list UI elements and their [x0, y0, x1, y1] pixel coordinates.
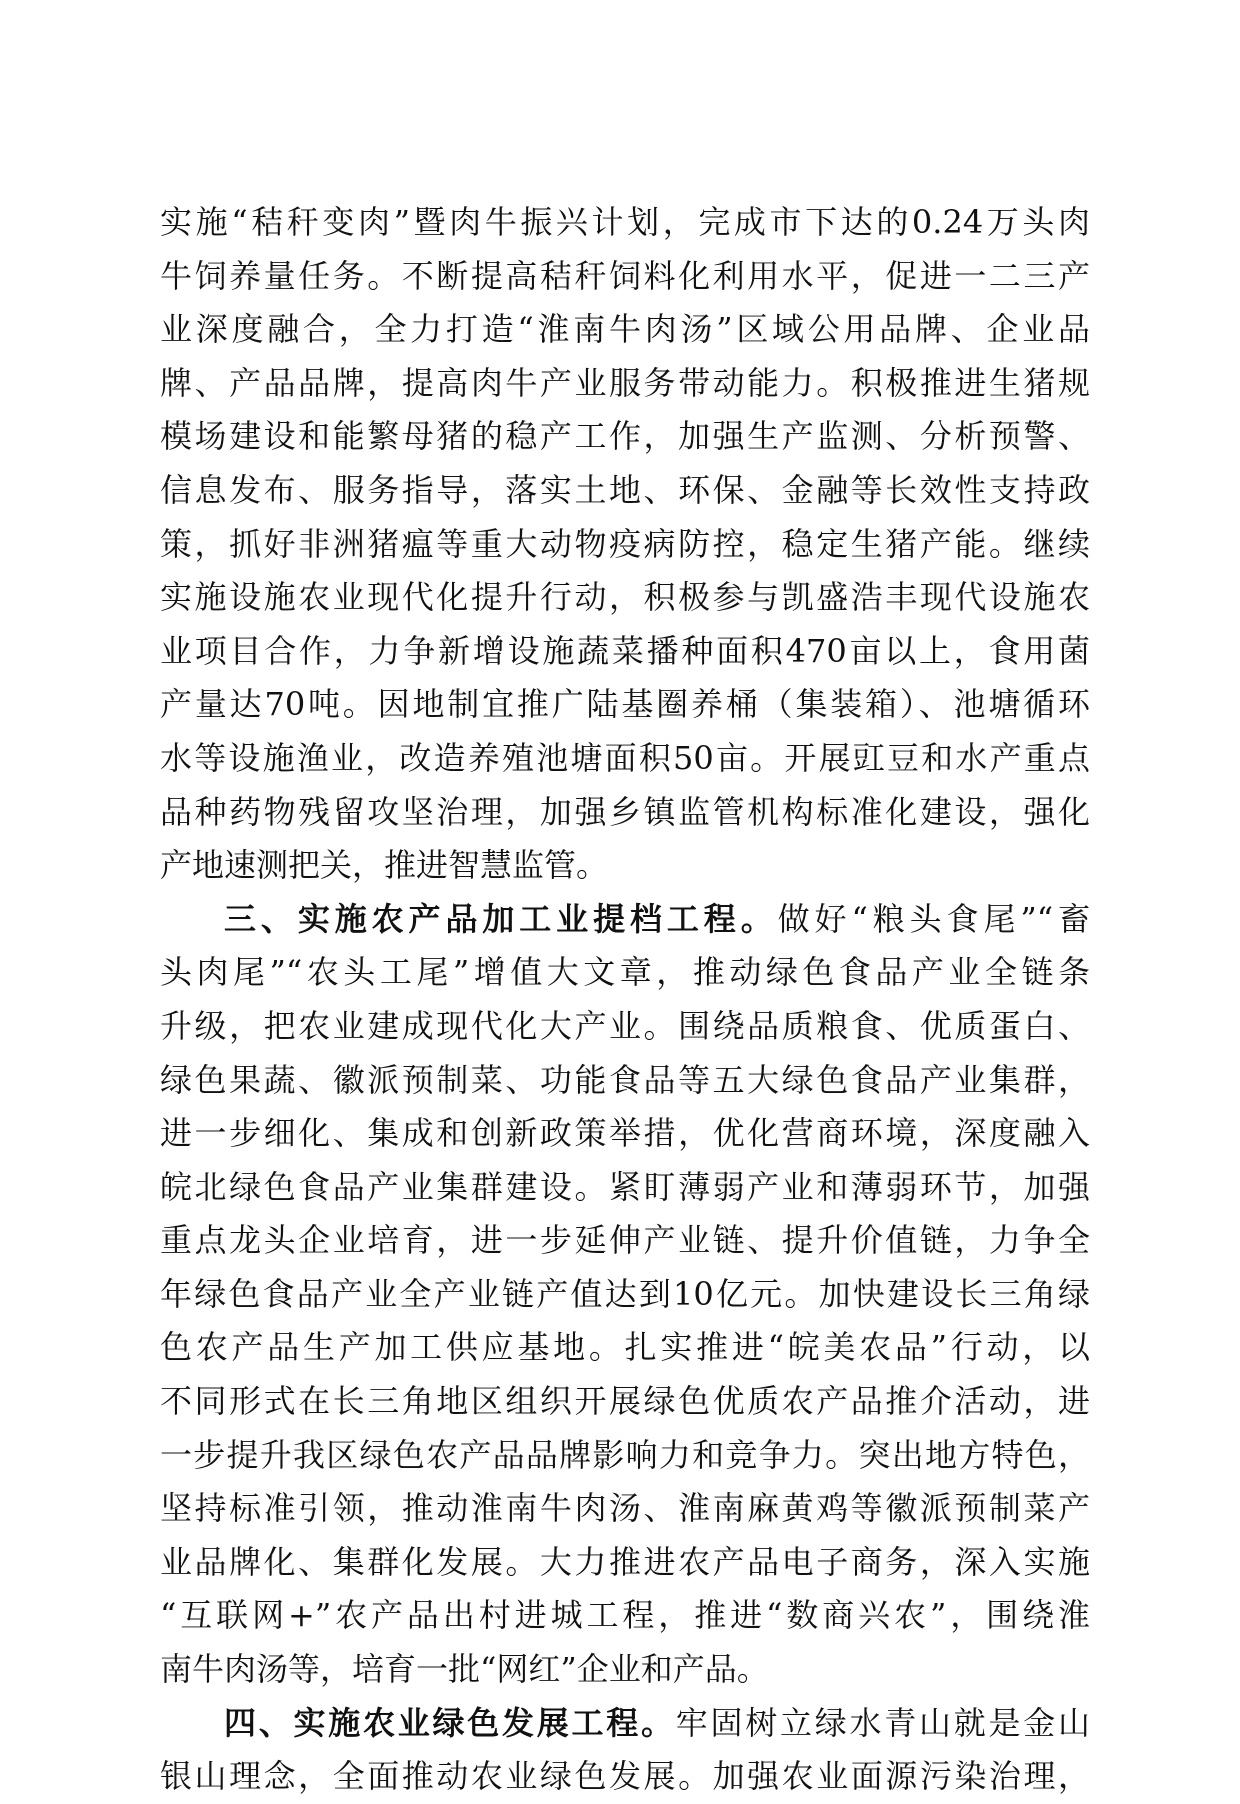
- text-line: 色农产品生产加工供应基地。扎实推进“皖美农品”行动，以: [160, 1328, 1090, 1367]
- text-line: 皖北绿色食品产业集群建设。紧盯薄弱产业和薄弱环节，加强: [160, 1167, 1090, 1206]
- text-line: 信息发布、服务指导，落实土地、环保、金融等长效性支持政: [160, 470, 1090, 509]
- section-first-line: [160, 1697, 1090, 1751]
- text-line: 模场建设和能繁母猪的稳产工作，加强生产监测、分析预警、: [160, 417, 1090, 456]
- text-line: 策，抓好非洲猪瘟等重大动物疫病防控，稳定生猪产能。继续: [160, 524, 1090, 563]
- section-first-line-text: 牢固树立绿水青山就是金山: [675, 1703, 1090, 1742]
- section-first-line: [160, 893, 1090, 947]
- text-line: 绿色果蔬、徽派预制菜、功能食品等五大绿色食品产业集群，: [160, 1060, 1090, 1099]
- text-line: 产地速测把关，推进智慧监管。: [160, 846, 609, 885]
- text-line: 业深度融合，全力打造“淮南牛肉汤”区域公用品牌、企业品: [160, 310, 1090, 349]
- text-line: 牛饲养量任务。不断提高秸秆饲料化利用水平，促进一二三产: [160, 256, 1090, 295]
- text-line: 重点龙头企业培育，进一步延伸产业链、提升价值链，力争全: [160, 1221, 1090, 1260]
- text-line: 水等设施渔业，改造养殖池塘面积50亩。开展豇豆和水产重点: [160, 738, 1090, 777]
- text-line: 头肉尾”“农头工尾”增值大文章，推动绿色食品产业全链条: [160, 953, 1090, 992]
- text-line: 年绿色食品产业全产业链产值达到10亿元。加快建设长三角绿: [160, 1274, 1090, 1313]
- text-line: 坚持标准引领，推动淮南牛肉汤、淮南麻黄鸡等徽派预制菜产: [160, 1489, 1090, 1528]
- text-line: 业项目合作，力争新增设施蔬菜播种面积470亩以上，食用菌: [160, 631, 1090, 670]
- text-line: 不同形式在长三角地区组织开展绿色优质农产品推介活动，进: [160, 1382, 1090, 1421]
- document-body: [160, 196, 1090, 1804]
- text-line: 进一步细化、集成和创新政策举措，优化营商环境，深度融入: [160, 1114, 1090, 1153]
- text-line: 业品牌化、集群化发展。大力推进农产品电子商务，深入实施: [160, 1542, 1090, 1581]
- text-line: 产量达70吨。因地制宜推广陆基圈养桶（集装箱）、池塘循环: [160, 685, 1090, 724]
- text-line: 升级，把农业建成现代化大产业。围绕品质粮食、优质蛋白、: [160, 1006, 1090, 1045]
- text-line: 一步提升我区绿色农产品品牌影响力和竞争力。突出地方特色，: [160, 1435, 1090, 1474]
- text-line: “互联网+”农产品出村进城工程，推进“数商兴农”，围绕淮: [160, 1596, 1090, 1635]
- section-first-line-text: 做好“粮头食尾”“畜: [777, 899, 1090, 938]
- text-line: 牌、产品品牌，提高肉牛产业服务带动能力。积极推进生猪规: [160, 363, 1090, 402]
- text-line: 实施设施农业现代化提升行动，积极参与凯盛浩丰现代设施农: [160, 578, 1090, 617]
- section-heading: 三、实施农产品加工业提档工程。: [224, 899, 778, 938]
- text-line: 品种药物残留攻坚治理，加强乡镇监管机构标准化建设，强化: [160, 792, 1090, 831]
- text-line: 南牛肉汤等，培育一批“网红”企业和产品。: [160, 1650, 769, 1689]
- text-line: 实施“秸秆变肉”暨肉牛振兴计划，完成市下达的0.24万头肉: [160, 203, 1090, 241]
- section-heading: 四、实施农业绿色发展工程。: [224, 1703, 676, 1742]
- text-line: 银山理念，全面推动农业绿色发展。加强农业面源污染治理，: [160, 1757, 1090, 1796]
